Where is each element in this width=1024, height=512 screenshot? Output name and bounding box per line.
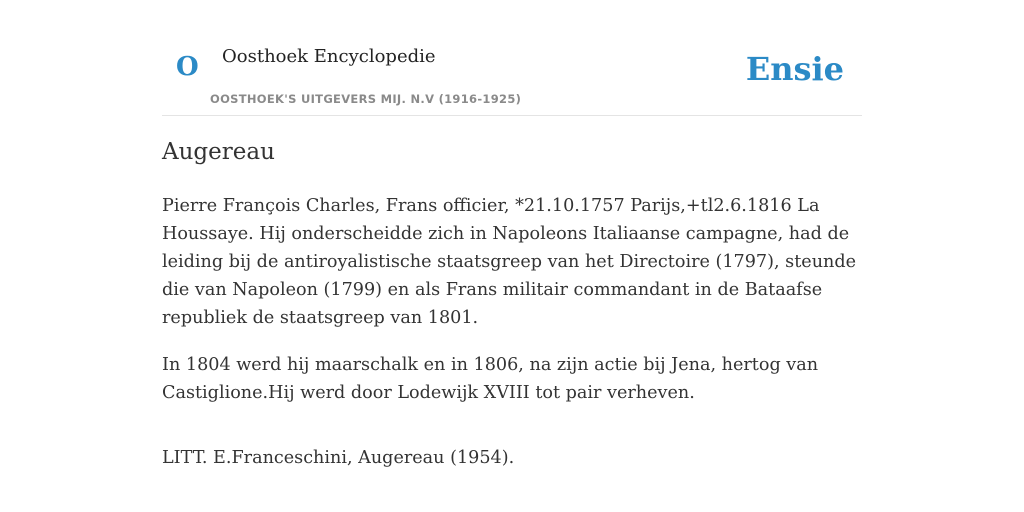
literature-reference: LITT. E.Franceschini, Augereau (1954).	[162, 448, 515, 468]
logo-icon[interactable]: O	[176, 52, 199, 82]
article-paragraph: Pierre François Charles, Frans officier, *21.10.1757 Parijs,+tl2.6.1816 La Houssaye. Hij onderscheidde zich in Napoleons Italiaanse campagne, had de leiding bij de antiroyalistische staatsgreep van het Directoire (1797), steunde die van Napoleon (1799) en als Frans militair commandant in de Bataafse republiek de staatsgreep van 1801.	[162, 196, 857, 328]
article-paragraph: In 1804 werd hij maarschalk en in 1806, na zijn actie bij Jena, hertog van Castiglione.Hij werd door Lodewijk XVIII tot pair verheven.	[162, 355, 819, 403]
article-title: Augereau	[162, 139, 275, 165]
article-body	[162, 192, 862, 491]
site-title-link[interactable]: Oosthoek Encyclopedie	[222, 46, 436, 67]
publisher-label: OOSTHOEK'S UITGEVERS MIJ. N.V (1916-1925)	[210, 92, 522, 106]
ensie-logo-link[interactable]: Ensie	[745, 50, 844, 88]
site-header	[162, 40, 862, 116]
